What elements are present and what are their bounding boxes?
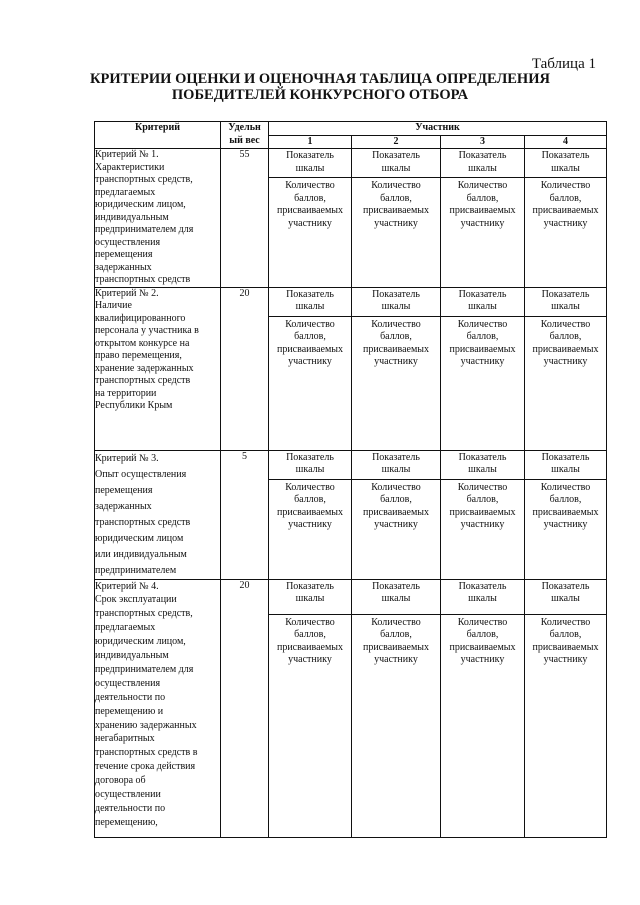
- scale-indicator: Показатель шкалы: [269, 149, 351, 178]
- scale-indicator: Показатель шкалы: [269, 288, 351, 317]
- points-awarded: Количество баллов, присваиваемых участнику: [362, 180, 430, 229]
- participant-2-header: 2: [352, 135, 441, 149]
- points-awarded: Количество баллов, присваиваемых участнику: [449, 616, 516, 665]
- score-cell: [269, 149, 352, 288]
- scale-indicator: Показатель шкалы: [441, 149, 524, 178]
- heading-line-2: ПОБЕДИТЕЛЕЙ КОНКУРСНОГО ОТБОРА: [171, 87, 469, 103]
- score-cell: [441, 149, 525, 288]
- scale-indicator: Показатель шкалы: [525, 580, 606, 615]
- scale-indicator: Показатель шкалы: [269, 580, 351, 615]
- criterion-weight: 20: [221, 287, 269, 450]
- scale-indicator: Показатель шкалы: [525, 451, 606, 480]
- scale-indicator: Показатель шкалы: [352, 580, 440, 615]
- scale-indicator: Показатель шкалы: [269, 451, 351, 480]
- score-cell: [525, 149, 607, 288]
- scale-indicator: Показатель шкалы: [441, 451, 524, 480]
- participant-header: Участник: [269, 122, 607, 136]
- weight-header: Удельн ый вес: [221, 122, 269, 149]
- score-cell: [352, 450, 441, 579]
- score-cell: [525, 287, 607, 450]
- score-cell: [352, 149, 441, 288]
- criterion-text: Критерий № 4. Срок эксплуатации транспортных средств, предлагаемых юридическим лицом, индивидуальным предпринимателем для осуществления деятельности по перемещению и хранению задержанных негабаритных транспортных средств в течение срока действия договора об осуществлении деятельности по перемещению,: [95, 579, 221, 837]
- score-cell: [352, 287, 441, 450]
- score-cell: [269, 450, 352, 579]
- points-awarded: Количество баллов, присваиваемых участнику: [362, 616, 430, 665]
- table-number: Таблица 1: [531, 56, 596, 72]
- heading-line-1: КРИТЕРИИ ОЦЕНКИ И ОЦЕНОЧНАЯ ТАБЛИЦА ОПРЕДЕЛЕНИЯ: [90, 71, 550, 87]
- points-awarded: Количество баллов, присваиваемых участнику: [276, 318, 344, 367]
- points-awarded: Количество баллов, присваиваемых участнику: [276, 616, 344, 665]
- score-cell: [525, 450, 607, 579]
- criterion-weight: 20: [221, 579, 269, 837]
- points-awarded: Количество баллов, присваиваемых участнику: [276, 481, 344, 530]
- criterion-header: Критерий: [95, 122, 221, 149]
- criterion-text: Критерий № 3. Опыт осуществления перемещения задержанных транспортных средств юридическим лицом или индивидуальным предпринимателем: [95, 450, 221, 579]
- criterion-text: Критерий № 2. Наличие квалифицированного персонала у участника в открытом конкурсе на право перемещения, хранение задержанных транспортных средств на территории Республики Крым: [95, 287, 221, 450]
- points-awarded: Количество баллов, присваиваемых участнику: [532, 318, 599, 367]
- score-cell: [269, 287, 352, 450]
- participant-3-header: 3: [441, 135, 525, 149]
- score-cell: [441, 450, 525, 579]
- criterion-weight: 5: [221, 450, 269, 579]
- score-cell: [441, 579, 525, 837]
- score-cell: [525, 579, 607, 837]
- scale-indicator: Показатель шкалы: [352, 451, 440, 480]
- scale-indicator: Показатель шкалы: [441, 288, 524, 317]
- document-heading: [0, 71, 640, 103]
- score-cell: [441, 287, 525, 450]
- scale-indicator: Показатель шкалы: [441, 580, 524, 615]
- scale-indicator: Показатель шкалы: [525, 288, 606, 317]
- scale-indicator: Показатель шкалы: [525, 149, 606, 178]
- points-awarded: Количество баллов, присваиваемых участнику: [532, 616, 599, 665]
- points-awarded: Количество баллов, присваиваемых участнику: [449, 318, 516, 367]
- points-awarded: Количество баллов, присваиваемых участнику: [276, 180, 344, 229]
- points-awarded: Количество баллов, присваиваемых участнику: [362, 318, 430, 367]
- points-awarded: Количество баллов, присваиваемых участнику: [449, 180, 516, 229]
- scale-indicator: Показатель шкалы: [352, 149, 440, 178]
- criterion-row-4: [95, 579, 607, 837]
- criterion-row-3: [95, 450, 607, 579]
- criterion-row-2: [95, 287, 607, 450]
- score-cell: [269, 579, 352, 837]
- participant-4-header: 4: [525, 135, 607, 149]
- criterion-weight: 55: [221, 149, 269, 288]
- points-awarded: Количество баллов, присваиваемых участнику: [532, 481, 599, 530]
- header-row: [95, 122, 607, 136]
- participant-1-header: 1: [269, 135, 352, 149]
- scale-indicator: Показатель шкалы: [352, 288, 440, 317]
- criterion-text: Критерий № 1. Характеристики транспортных средств, предлагаемых юридическим лицом, индивидуальным предпринимателем для осуществления перемещения задержанных транспортных средств: [95, 149, 221, 288]
- criterion-row-1: [95, 149, 607, 288]
- score-cell: [352, 579, 441, 837]
- points-awarded: Количество баллов, присваиваемых участнику: [362, 481, 430, 530]
- evaluation-table: [94, 121, 607, 838]
- points-awarded: Количество баллов, присваиваемых участнику: [532, 180, 599, 229]
- points-awarded: Количество баллов, присваиваемых участнику: [449, 481, 516, 530]
